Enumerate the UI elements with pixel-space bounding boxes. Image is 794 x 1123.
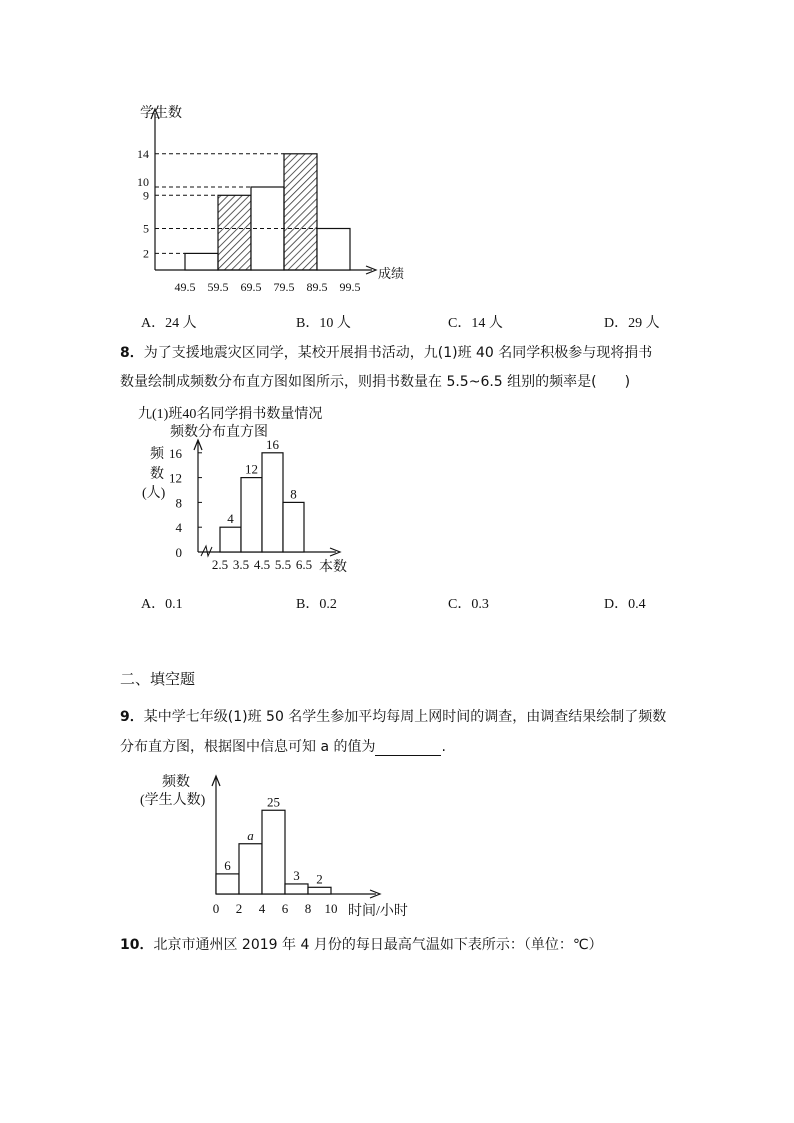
- bar: [220, 527, 241, 552]
- x-tick-label: 5.5: [274, 557, 292, 572]
- bar-data-label: 16: [266, 436, 279, 452]
- x-tick-label: 59.5: [207, 280, 229, 294]
- q10-text: 北京市通州区 2019 年 4 月份的每日最高气温如下表所示：（单位：℃）: [153, 937, 603, 953]
- x-tick-label: 49.5: [174, 280, 196, 294]
- q8-option-d[interactable]: D．0.4: [604, 597, 646, 612]
- y-axis-label: 频: [150, 447, 164, 462]
- q8-option-b[interactable]: B．0.2: [296, 597, 337, 612]
- y-tick-label: 9: [143, 188, 149, 203]
- bar: [283, 502, 304, 552]
- q9-text-2-end: .: [441, 739, 446, 755]
- x-tick-label: 2.5: [211, 557, 229, 572]
- bar: [239, 844, 262, 894]
- x-tick-label: 10: [324, 901, 338, 916]
- x-tick-label: 8: [304, 901, 312, 916]
- bar-data-label: a: [247, 827, 254, 843]
- bar: [218, 195, 251, 270]
- q8-option-c[interactable]: C．0.3: [448, 597, 489, 612]
- bar: [262, 810, 285, 894]
- axis-break: [201, 546, 212, 556]
- y-axis-label: 数: [150, 467, 164, 482]
- online-time-histogram: [140, 770, 430, 920]
- y-tick-label: 5: [143, 221, 149, 236]
- x-tick-label: 0: [212, 901, 220, 916]
- x-tick-label: 6.5: [295, 557, 313, 572]
- bar-data-label: 6: [224, 857, 231, 873]
- section-heading: 二、填空题: [120, 670, 196, 688]
- q7-option-d[interactable]: D．29 人: [604, 316, 660, 331]
- y-tick-label: 14: [137, 146, 149, 161]
- y-axis-label: 频数: [162, 775, 190, 790]
- bar: [185, 253, 218, 270]
- x-axis-label: 时间/小时: [348, 904, 408, 919]
- y-tick-label: 10: [137, 175, 149, 189]
- q9-line-2: [120, 736, 446, 756]
- y-tick-label: 16: [169, 445, 182, 461]
- y-tick-label: 2: [143, 246, 149, 261]
- bar: [262, 453, 283, 552]
- x-tick-label: 4: [258, 901, 266, 916]
- q8-option-a[interactable]: A．0.1: [141, 597, 183, 612]
- y-axis-label: 学生数: [140, 106, 182, 121]
- bar-data-label: 2: [316, 871, 323, 887]
- q9-number: 9．: [120, 709, 144, 725]
- bar-data-label: 4: [227, 511, 234, 527]
- bar-data-label: 8: [290, 486, 297, 502]
- x-tick-label: 2: [235, 901, 243, 916]
- q9-answer-blank[interactable]: [375, 741, 441, 756]
- q8-text-2: 数量绘制成频数分布直方图如图所示，则捐书数量在 5.5~6.5 组别的频率是( ): [120, 374, 631, 390]
- y-axis-label: (人): [142, 486, 166, 501]
- x-tick-label: 6: [281, 901, 289, 916]
- x-tick-label: 89.5: [306, 280, 328, 294]
- x-tick-label: 69.5: [240, 280, 262, 294]
- bar: [216, 874, 239, 894]
- chart-subtitle: 频数分布直方图: [170, 425, 268, 440]
- q7-option-c[interactable]: C．14 人: [448, 316, 503, 331]
- bar-data-label: 25: [267, 794, 280, 810]
- y-tick-label: 12: [169, 470, 182, 486]
- q7-option-b[interactable]: B．10 人: [296, 316, 351, 331]
- x-tick-label: 99.5: [339, 280, 361, 294]
- bar: [241, 478, 262, 552]
- q10-line: [120, 934, 603, 954]
- book-donation-histogram: [138, 400, 378, 580]
- x-axis-label: 成绩: [378, 266, 405, 281]
- q8-number: 8．: [120, 345, 144, 361]
- x-tick-label: 79.5: [273, 280, 295, 294]
- x-tick-label: 3.5: [232, 557, 250, 572]
- bar: [284, 154, 317, 270]
- bar-data-label: 12: [245, 461, 258, 477]
- q8-line-1: [120, 342, 652, 362]
- y-tick-label: 0: [175, 545, 182, 560]
- score-histogram: [130, 95, 420, 305]
- bar: [308, 887, 331, 894]
- q8-text-1: 为了支援地震灾区同学，某校开展捐书活动，九(1)班 40 名同学积极参与现将捐书: [143, 345, 653, 361]
- x-tick-label: 4.5: [253, 557, 271, 572]
- y-tick-label: 8: [175, 495, 182, 511]
- bar: [317, 229, 350, 271]
- bar: [285, 884, 308, 894]
- q9-text-1: 某中学七年级(1)班 50 名学生参加平均每周上网时间的调查，由调查结果绘制了频数: [143, 709, 667, 725]
- y-tick-label: 4: [175, 520, 182, 536]
- q10-number: 10．: [120, 937, 154, 953]
- q9-line-1: [120, 706, 666, 726]
- q9-text-2: 分布直方图，根据图中信息可知 a 的值为: [120, 739, 376, 755]
- bar-data-label: 3: [293, 867, 300, 883]
- x-axis-label: 本数: [319, 560, 347, 575]
- chart-title: 九(1)班40名同学捐书数量情况: [138, 407, 323, 422]
- y-axis-label: (学生人数): [140, 793, 206, 808]
- q7-option-a[interactable]: A．24 人: [141, 316, 197, 331]
